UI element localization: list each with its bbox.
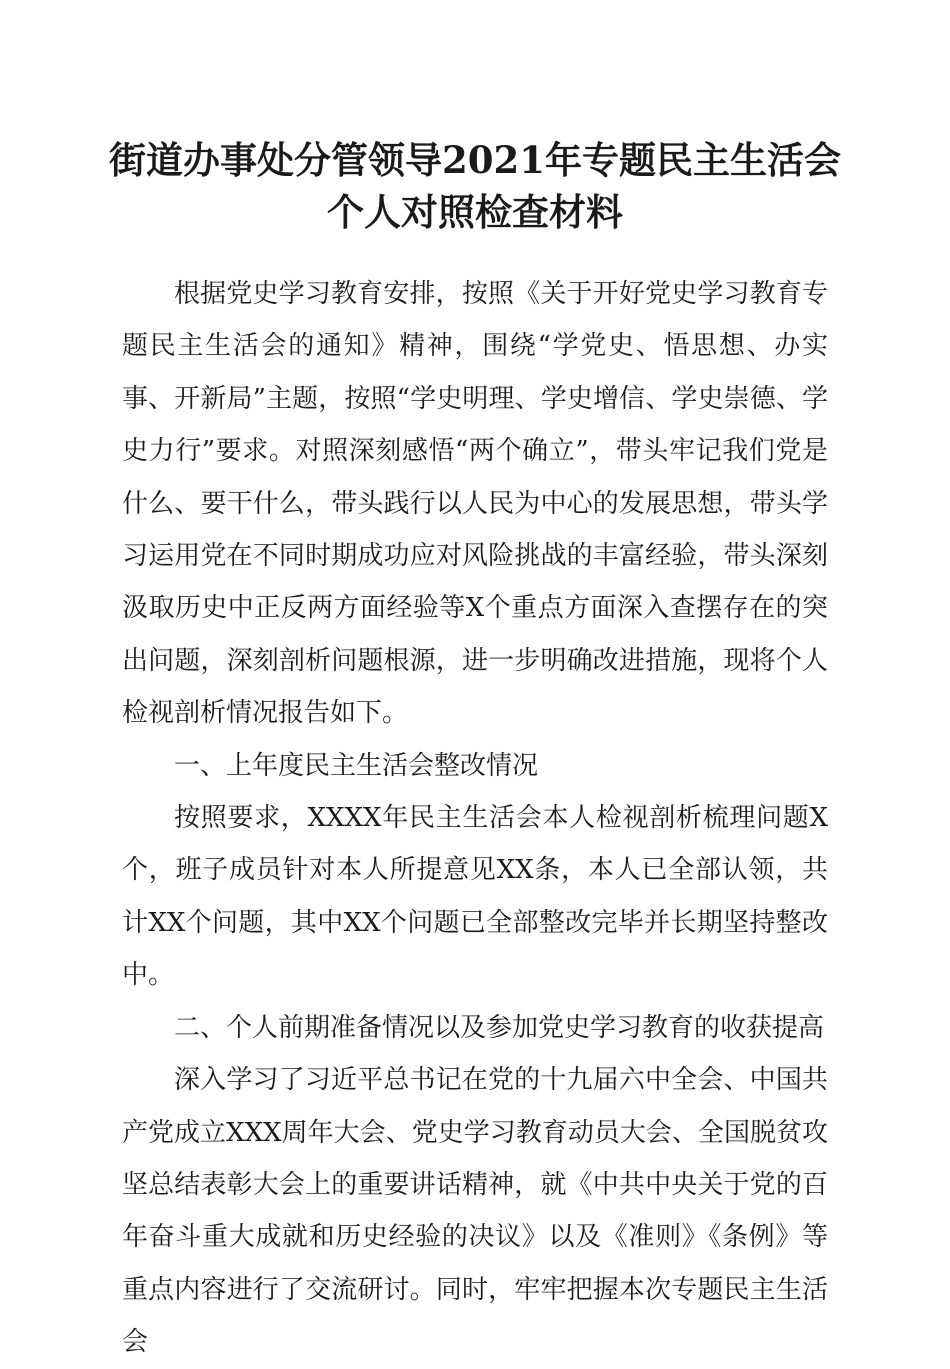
section-heading-2: 二、个人前期准备情况以及参加党史学习教育的收获提高: [174, 1012, 825, 1043]
document-title-line-1: 街道办事处分管领导2021年专题民主生活会: [109, 138, 841, 182]
section-2-paragraph: 深入学习了习近平总书记在党的十九届六中全会、中国共产党成立XXX周年大会、党史学习教育动员大会、全国脱贫攻坚总结表彰大会上的重要讲话精神，就《中共中央关于党的百年奋斗重大成就和历史经验的决议》以及《准则》《条例》等重点内容进行了交流研讨。同时，牢牢把握本次专题民主生活会: [122, 1065, 828, 1358]
intro-paragraph: 根据党史学习教育安排，按照《关于开好党史学习教育专题民主生活会的通知》精神，围绕“学党史、悟思想、办实事、开新局”主题，按照“学史明理、学史增信、学史崇德、学史力行”要求。对照深刻感悟“两个确立”，带头牢记我们党是什么、要干什么，带头践行以人民为中心的发展思想，带头学习运用党在不同时期成功应对风险挑战的丰富经验，带头深刻汲取历史中正反两方面经验等X个重点方面深入查摆存在的突出问题，深刻剖析问题根源，进一步明确改进措施，现将个人检视剖析情况报告如下。: [122, 279, 828, 729]
section-heading-1: 一、上年度民主生活会整改情况: [174, 750, 539, 781]
section-1-paragraph: 按照要求，XXXX年民主生活会本人检视剖析梳理问题X个，班子成员针对本人所提意见XX条，本人已全部认领，共计XX个问题，其中XX个问题已全部整改完毕并长期坚持整改中。: [122, 803, 828, 991]
document-body: [122, 268, 828, 1369]
document-title-line-2: 个人对照检查材料: [327, 190, 623, 234]
